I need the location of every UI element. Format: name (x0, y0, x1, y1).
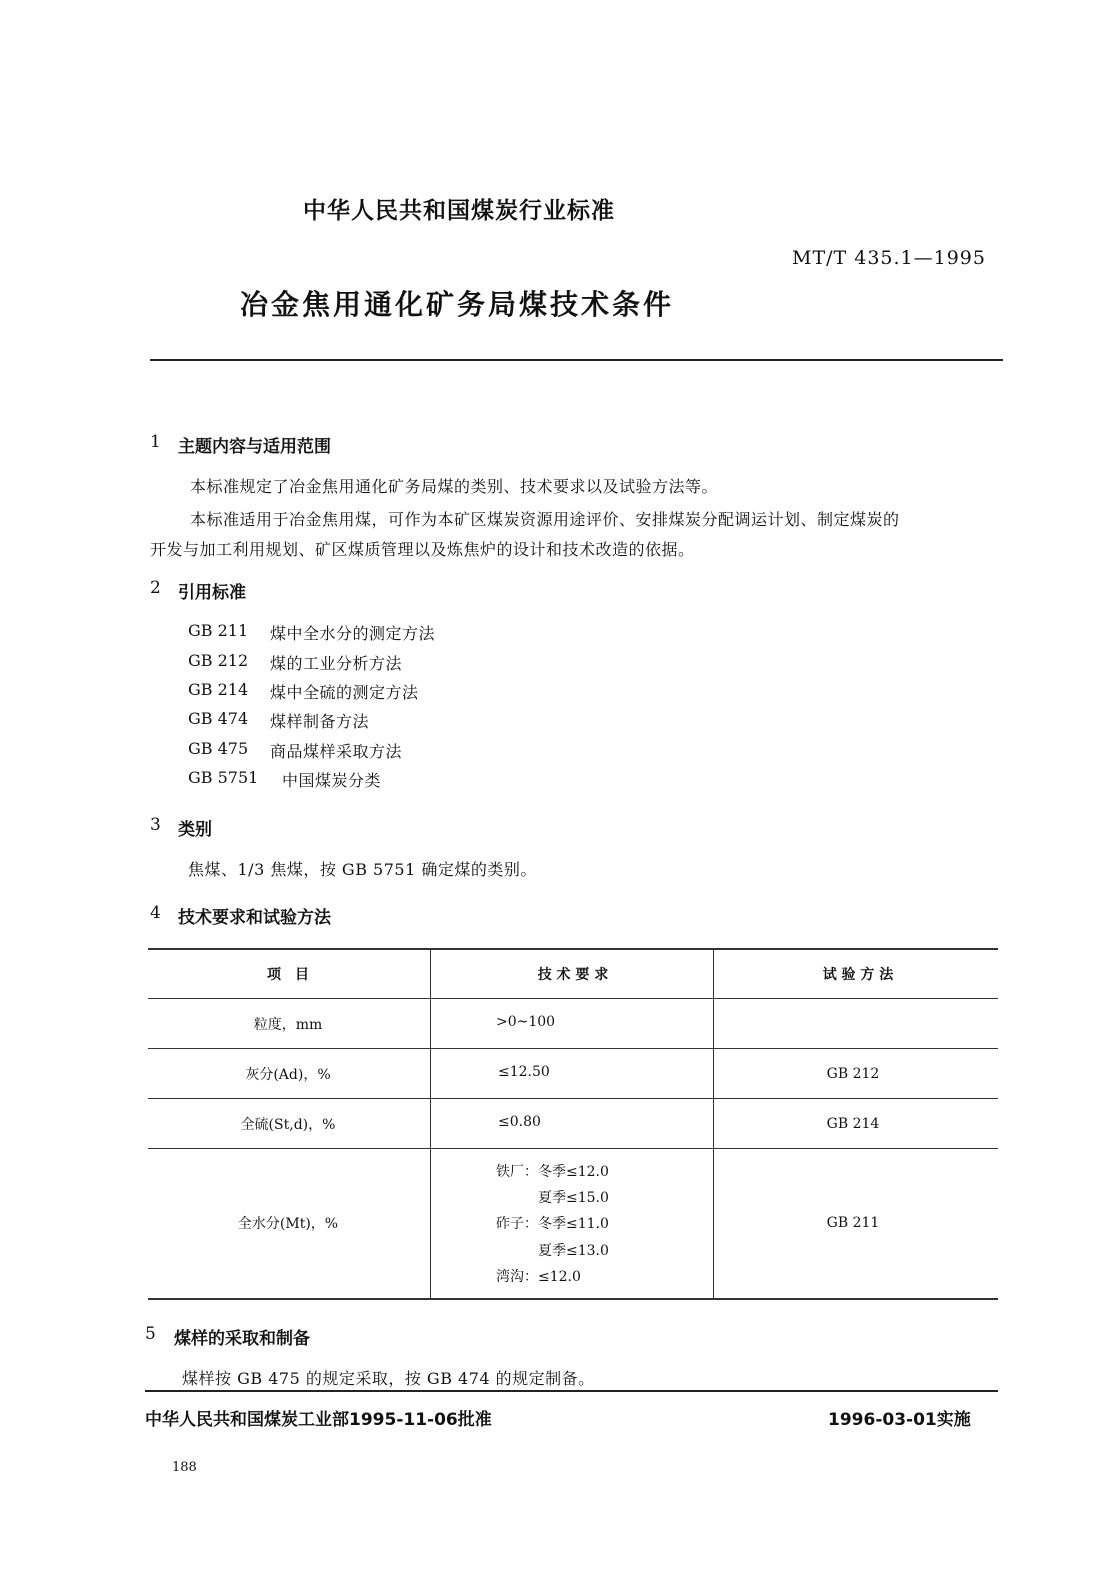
footer-rule (145, 1390, 998, 1392)
reference-title: 煤中全水分的测定方法 (270, 624, 436, 643)
table-top-border (148, 948, 998, 950)
section-1-title: 主题内容与适用范围 (178, 437, 331, 457)
table-bottom-border (148, 1298, 998, 1300)
reference-title: 商品煤样采取方法 (270, 742, 403, 761)
implementation-date: 1996-03-01实施 (828, 1410, 971, 1430)
table-header-method: 试 验 方 法 (822, 967, 894, 983)
table-cell-item: 粒度，mm (253, 1017, 323, 1033)
issuing-org: 中华人民共和国煤炭行业标准 (303, 198, 615, 224)
section-4-title: 技术要求和试验方法 (178, 908, 331, 928)
table-cell-requirement-line: 湾沟：≤12.0 (496, 1269, 581, 1285)
approval-line: 中华人民共和国煤炭工业部1995-11-06批准 (145, 1410, 492, 1430)
section-2-title: 引用标准 (178, 583, 246, 603)
table-cell-item: 全水分(Mt)，% (237, 1216, 339, 1232)
standard-number: MT/T 435.1—1995 (792, 247, 986, 269)
section-5-number: 5 (145, 1324, 156, 1344)
reference-title: 中国煤炭分类 (282, 771, 382, 790)
table-cell-item: 全硫(St,d)，% (240, 1117, 336, 1133)
table-cell-method: GB 214 (826, 1116, 880, 1132)
section-1-paragraph-1: 本标准规定了冶金焦用通化矿务局煤的类别、技术要求以及试验方法等。 (190, 477, 719, 496)
reference-code: GB 212 (188, 651, 249, 670)
header-rule (150, 359, 1003, 361)
requirements-table (148, 948, 998, 1300)
table-cell-requirement: ≤12.50 (498, 1064, 550, 1080)
page-number: 188 (172, 1460, 197, 1475)
table-cell-item: 灰分(Ad)，% (245, 1067, 331, 1083)
table-header-item: 项 目 (267, 967, 309, 983)
section-3-number: 3 (150, 815, 161, 835)
section-2-number: 2 (150, 578, 161, 598)
table-header-requirement: 技 术 要 求 (537, 967, 609, 983)
table-cell-requirement-line: 夏季≤15.0 (538, 1190, 609, 1206)
document-title: 冶金焦用通化矿务局煤技术条件 (240, 288, 675, 321)
reference-code: GB 211 (188, 621, 249, 640)
table-column-divider (713, 948, 714, 1300)
section-5-title: 煤样的采取和制备 (174, 1329, 310, 1349)
reference-code: GB 5751 (188, 768, 259, 787)
section-3-title: 类别 (178, 820, 212, 840)
reference-title: 煤中全硫的测定方法 (270, 683, 419, 702)
table-row-border (148, 1098, 998, 1099)
table-cell-requirement-line: 铁厂：冬季≤12.0 (496, 1164, 609, 1180)
section-1-paragraph-2b: 开发与加工利用规划、矿区煤质管理以及炼焦炉的设计和技术改造的依据。 (150, 540, 695, 559)
table-cell-requirement: ≤0.80 (498, 1114, 541, 1130)
reference-code: GB 474 (188, 709, 249, 728)
reference-title: 煤样制备方法 (270, 712, 370, 731)
table-row-border (148, 1048, 998, 1049)
table-cell-requirement: >0~100 (496, 1014, 556, 1030)
reference-code: GB 475 (188, 739, 249, 758)
reference-code: GB 214 (188, 680, 249, 699)
table-cell-requirement-line: 砟子：冬季≤11.0 (496, 1216, 609, 1232)
table-cell-method: GB 211 (826, 1215, 880, 1231)
section-5-paragraph: 煤样按 GB 475 的规定采取，按 GB 474 的规定制备。 (182, 1369, 595, 1388)
section-4-number: 4 (150, 903, 161, 923)
reference-title: 煤的工业分析方法 (270, 654, 403, 673)
section-1-paragraph-2a: 本标准适用于冶金焦用煤，可作为本矿区煤炭资源用途评价、安排煤炭分配调运计划、制定煤炭的 (190, 510, 900, 529)
section-3-paragraph: 焦煤、1/3 焦煤，按 GB 5751 确定煤的类别。 (188, 860, 537, 879)
table-row-border (148, 1148, 998, 1149)
section-1-number: 1 (150, 432, 161, 452)
table-cell-method: GB 212 (826, 1066, 880, 1082)
table-column-divider (430, 948, 431, 1300)
table-header-border (148, 998, 998, 999)
table-cell-requirement-line: 夏季≤13.0 (538, 1243, 609, 1259)
